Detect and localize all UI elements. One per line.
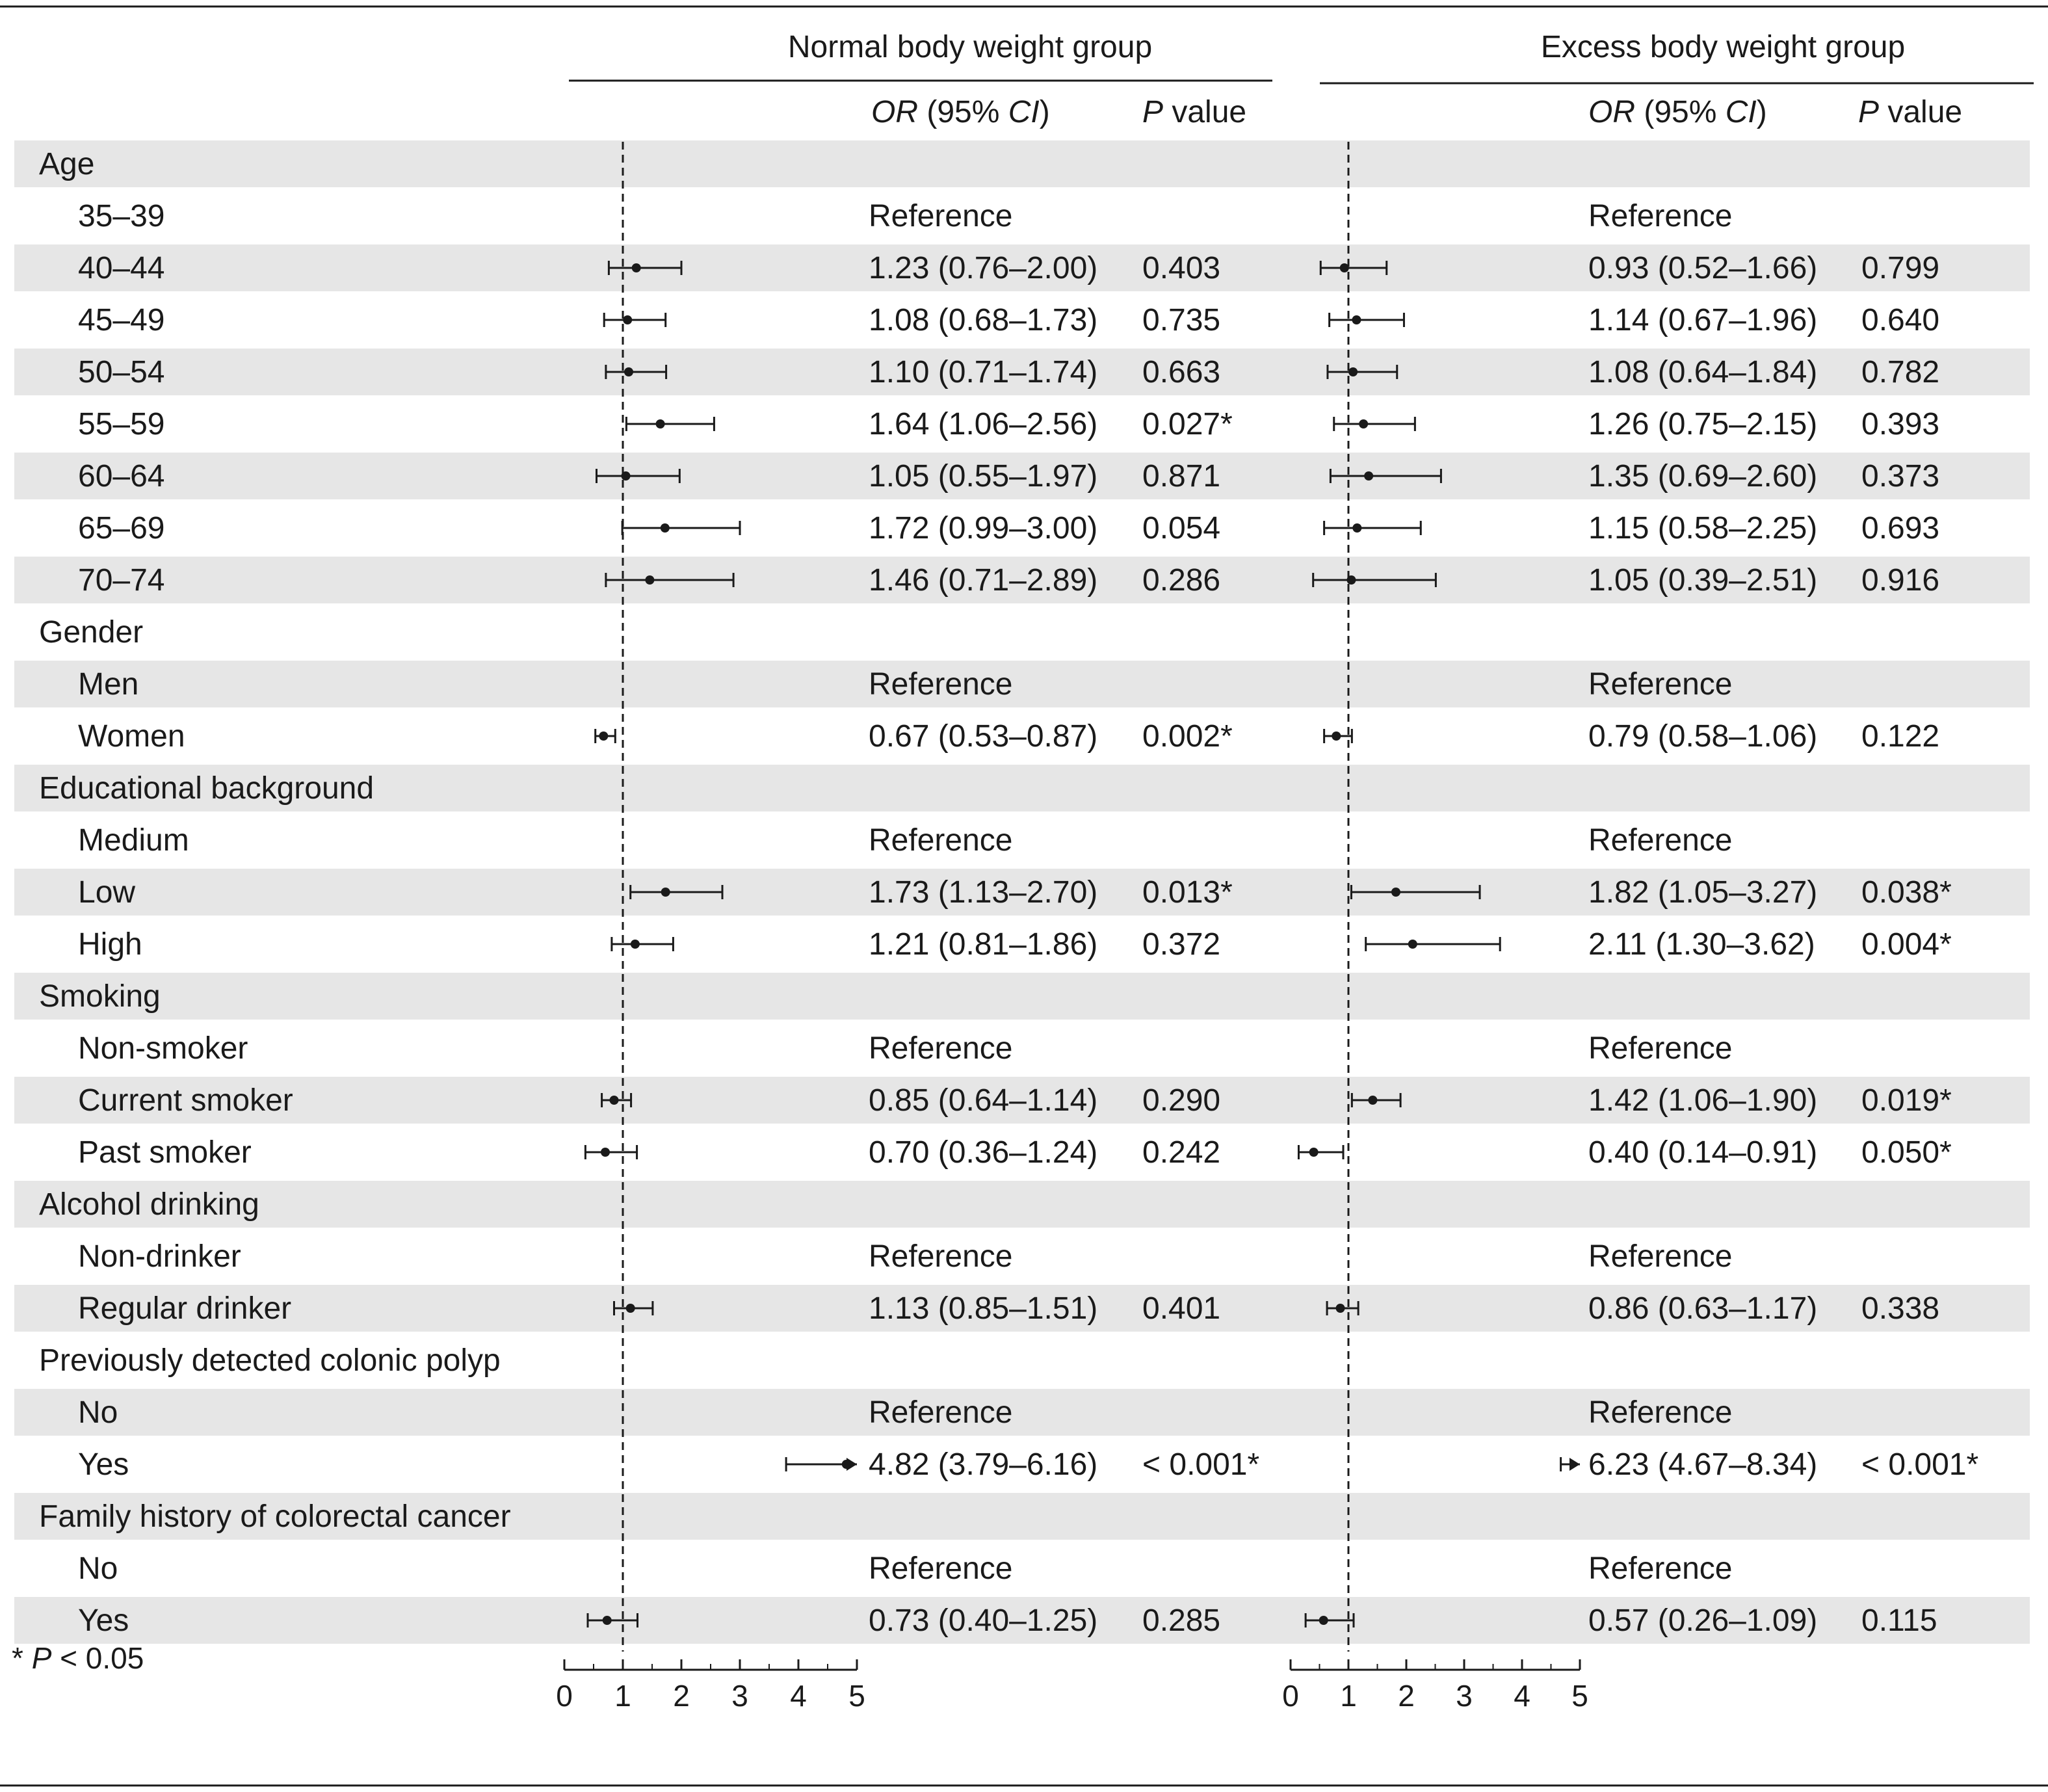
point-estimate — [623, 315, 632, 324]
row-label: Low — [78, 875, 136, 910]
or-ci-text-excess: 1.14 (0.67–1.96) — [1588, 303, 1818, 337]
or-ci-text-excess: 0.40 (0.14–0.91) — [1588, 1135, 1818, 1170]
footnote-rest: < 0.05 — [51, 1641, 144, 1675]
point-estimate — [624, 367, 633, 376]
point-estimate — [1309, 1148, 1319, 1157]
or-ci-text-normal: 0.70 (0.36–1.24) — [869, 1135, 1098, 1170]
x-tick-label: 3 — [1456, 1679, 1473, 1713]
footnote-star: * — [12, 1641, 32, 1675]
point-estimate — [661, 523, 670, 533]
p-value-normal: 0.286 — [1142, 563, 1221, 598]
p-value-excess: 0.640 — [1861, 303, 1940, 337]
point-estimate — [1348, 367, 1358, 376]
point-estimate — [1359, 419, 1368, 428]
or-ci-text-normal: 1.46 (0.71–2.89) — [869, 563, 1098, 598]
row-label: Regular drinker — [78, 1291, 292, 1326]
p-value-excess: 0.019* — [1861, 1083, 1952, 1118]
row-label: Women — [78, 719, 185, 754]
row-label: 70–74 — [78, 563, 165, 598]
p-value-excess: 0.373 — [1861, 459, 1940, 494]
row-label: No — [78, 1551, 118, 1586]
or-ci-text-excess: 0.57 (0.26–1.09) — [1588, 1603, 1818, 1638]
row-label: Current smoker — [78, 1083, 293, 1118]
point-estimate — [622, 471, 631, 481]
footnote-p: P — [31, 1641, 52, 1675]
p-value-normal: 0.871 — [1142, 459, 1221, 494]
row-label: High — [78, 927, 142, 962]
point-estimate — [1332, 731, 1341, 741]
section-label: Age — [39, 147, 95, 181]
footnote — [12, 1641, 144, 1675]
section-label: Alcohol drinking — [39, 1187, 259, 1222]
point-estimate — [601, 1148, 610, 1157]
or-ci-text-normal: 1.73 (1.13–2.70) — [869, 875, 1098, 910]
x-tick-label: 3 — [731, 1679, 748, 1713]
or-ci-text-excess: Reference — [1588, 1551, 1733, 1586]
or-ci-text-normal: 1.13 (0.85–1.51) — [869, 1291, 1098, 1326]
row-label: 55–59 — [78, 407, 165, 441]
p-column-header-excess — [1858, 95, 1962, 129]
or-ci-text-excess: Reference — [1588, 199, 1733, 233]
point-estimate — [632, 263, 641, 272]
row-label: Yes — [78, 1447, 129, 1482]
or-ci-text-normal: 1.10 (0.71–1.74) — [869, 355, 1098, 389]
or-ci-text-normal: Reference — [869, 667, 1013, 702]
row-label: Medium — [78, 823, 189, 858]
or-label-end: ) — [1756, 95, 1767, 129]
row-label: Non-smoker — [78, 1031, 248, 1066]
x-tick-label: 4 — [1514, 1679, 1530, 1713]
or-label: OR — [871, 95, 918, 129]
or-ci-text-normal: 1.05 (0.55–1.97) — [869, 459, 1098, 494]
point-estimate — [1352, 523, 1361, 533]
ci-label: CI — [1725, 95, 1757, 129]
p-value-excess: < 0.001* — [1861, 1447, 1979, 1482]
p-column-header-normal — [1142, 95, 1246, 129]
p-value-excess: 0.004* — [1861, 927, 1952, 962]
row-band — [14, 1181, 2030, 1228]
section-label: Family history of colorectal cancer — [39, 1499, 511, 1534]
row-label: 40–44 — [78, 251, 165, 285]
point-estimate — [1408, 940, 1417, 949]
p-value-excess: 0.050* — [1861, 1135, 1952, 1170]
section-label: Educational background — [39, 771, 374, 806]
or-ci-text-normal: 4.82 (3.79–6.16) — [869, 1447, 1098, 1482]
or-ci-text-normal: Reference — [869, 1239, 1013, 1274]
or-ci-text-excess: 1.35 (0.69–2.60) — [1588, 459, 1818, 494]
row-label: 60–64 — [78, 459, 165, 494]
point-estimate — [626, 1304, 635, 1313]
or-ci-text-normal: Reference — [869, 1031, 1013, 1066]
x-tick-label: 0 — [1282, 1679, 1299, 1713]
or-label-mid: (95% — [1635, 95, 1726, 129]
p-label: P — [1858, 95, 1880, 129]
ci-label: CI — [1008, 95, 1040, 129]
or-ci-text-excess: Reference — [1588, 823, 1733, 858]
x-tick-label: 5 — [1571, 1679, 1588, 1713]
row-band — [14, 973, 2030, 1020]
or-ci-text-excess: 0.86 (0.63–1.17) — [1588, 1291, 1818, 1326]
or-ci-text-normal: 0.73 (0.40–1.25) — [869, 1603, 1098, 1638]
or-label-mid: (95% — [918, 95, 1008, 129]
p-value-normal: 0.401 — [1142, 1291, 1221, 1326]
point-estimate — [599, 731, 608, 741]
row-label: 35–39 — [78, 199, 165, 233]
p-value-excess: 0.799 — [1861, 251, 1940, 285]
p-value-excess: 0.122 — [1861, 719, 1940, 754]
or-ci-text-excess: 0.79 (0.58–1.06) — [1588, 719, 1818, 754]
or-ci-text-excess: 1.05 (0.39–2.51) — [1588, 563, 1818, 598]
x-tick-label: 5 — [848, 1679, 865, 1713]
point-estimate — [842, 1460, 851, 1469]
point-estimate — [645, 575, 654, 585]
x-tick-label: 2 — [1398, 1679, 1415, 1713]
p-value-normal: 0.013* — [1142, 875, 1233, 910]
p-label: P — [1142, 95, 1164, 129]
or-ci-text-normal: Reference — [869, 1551, 1013, 1586]
x-tick-label: 1 — [614, 1679, 631, 1713]
p-value-excess: 0.782 — [1861, 355, 1940, 389]
x-axes — [556, 1659, 1588, 1713]
row-label: 65–69 — [78, 511, 165, 546]
p-value-normal: 0.372 — [1142, 927, 1221, 962]
point-estimate — [1340, 263, 1349, 272]
p-value-excess: 0.115 — [1861, 1603, 1937, 1638]
p-value-normal: 0.054 — [1142, 511, 1221, 546]
row-label: Non-drinker — [78, 1239, 241, 1274]
or-ci-text-excess: Reference — [1588, 1395, 1733, 1430]
group-title-normal: Normal body weight group — [787, 30, 1153, 64]
or-ci-text-normal: 0.67 (0.53–0.87) — [869, 719, 1098, 754]
or-ci-text-normal: 1.72 (0.99–3.00) — [869, 511, 1098, 546]
row-label: No — [78, 1395, 118, 1430]
section-label: Gender — [39, 615, 144, 650]
point-estimate — [1336, 1304, 1345, 1313]
or-ci-text-excess: 1.08 (0.64–1.84) — [1588, 355, 1818, 389]
or-ci-text-excess: 0.93 (0.52–1.66) — [1588, 251, 1818, 285]
or-ci-text-normal: Reference — [869, 1395, 1013, 1430]
p-value-excess: 0.916 — [1861, 563, 1940, 598]
or-ci-text-excess: 6.23 (4.67–8.34) — [1588, 1447, 1818, 1482]
p-value-normal: 0.242 — [1142, 1135, 1221, 1170]
or-label-end: ) — [1039, 95, 1050, 129]
point-estimate — [661, 888, 670, 897]
or-column-header-normal — [871, 95, 1050, 129]
row-label: Yes — [78, 1603, 129, 1638]
or-label: OR — [1588, 95, 1635, 129]
x-tick-label: 0 — [556, 1679, 573, 1713]
x-tick-label: 4 — [790, 1679, 807, 1713]
x-tick-label: 1 — [1340, 1679, 1357, 1713]
group-title-excess: Excess body weight group — [1540, 30, 1906, 64]
row-band — [14, 140, 2030, 187]
ci-clip-arrow — [1569, 1458, 1580, 1471]
p-value-normal: 0.002* — [1142, 719, 1233, 754]
point-estimate — [631, 940, 640, 949]
section-label: Smoking — [39, 979, 161, 1014]
section-label: Previously detected colonic polyp — [39, 1343, 501, 1378]
row-label: Past smoker — [78, 1135, 252, 1170]
point-estimate — [1352, 315, 1361, 324]
point-estimate — [1346, 575, 1356, 585]
point-estimate — [1368, 1096, 1377, 1105]
row-label: 50–54 — [78, 355, 165, 389]
or-ci-text-excess: Reference — [1588, 1239, 1733, 1274]
or-ci-text-excess: 1.15 (0.58–2.25) — [1588, 511, 1818, 546]
x-tick-label: 2 — [673, 1679, 690, 1713]
p-value-excess: 0.693 — [1861, 511, 1940, 546]
row-label: 45–49 — [78, 303, 165, 337]
or-ci-text-normal: 0.85 (0.64–1.14) — [869, 1083, 1098, 1118]
or-ci-text-normal: 1.21 (0.81–1.86) — [869, 927, 1098, 962]
point-estimate — [603, 1616, 612, 1625]
or-ci-text-normal: Reference — [869, 199, 1013, 233]
or-ci-text-excess: 1.42 (1.06–1.90) — [1588, 1083, 1818, 1118]
or-ci-text-excess: Reference — [1588, 667, 1733, 702]
or-ci-text-excess: 2.11 (1.30–3.62) — [1588, 927, 1815, 962]
point-estimate — [1364, 471, 1373, 481]
p-value-normal: < 0.001* — [1142, 1447, 1260, 1482]
point-estimate — [1391, 888, 1400, 897]
point-estimate — [1319, 1616, 1328, 1625]
p-value-normal: 0.735 — [1142, 303, 1221, 337]
p-label-rest: value — [1879, 95, 1963, 129]
or-ci-text-normal: 1.23 (0.76–2.00) — [869, 251, 1098, 285]
or-ci-text-normal: Reference — [869, 823, 1013, 858]
or-column-header-excess — [1588, 95, 1767, 129]
p-label-rest: value — [1163, 95, 1247, 129]
p-value-normal: 0.403 — [1142, 251, 1221, 285]
or-ci-text-excess: 1.26 (0.75–2.15) — [1588, 407, 1818, 441]
p-value-normal: 0.285 — [1142, 1603, 1221, 1638]
p-value-excess: 0.338 — [1861, 1291, 1940, 1326]
p-value-normal: 0.027* — [1142, 407, 1233, 441]
point-estimate — [610, 1096, 619, 1105]
p-value-excess: 0.038* — [1861, 875, 1952, 910]
p-value-excess: 0.393 — [1861, 407, 1940, 441]
p-value-normal: 0.290 — [1142, 1083, 1221, 1118]
or-ci-text-excess: 1.82 (1.05–3.27) — [1588, 875, 1818, 910]
p-value-normal: 0.663 — [1142, 355, 1221, 389]
or-ci-text-normal: 1.64 (1.06–2.56) — [869, 407, 1098, 441]
or-ci-text-excess: Reference — [1588, 1031, 1733, 1066]
point-estimate — [656, 419, 665, 428]
or-ci-text-normal: 1.08 (0.68–1.73) — [869, 303, 1098, 337]
row-label: Men — [78, 667, 139, 702]
